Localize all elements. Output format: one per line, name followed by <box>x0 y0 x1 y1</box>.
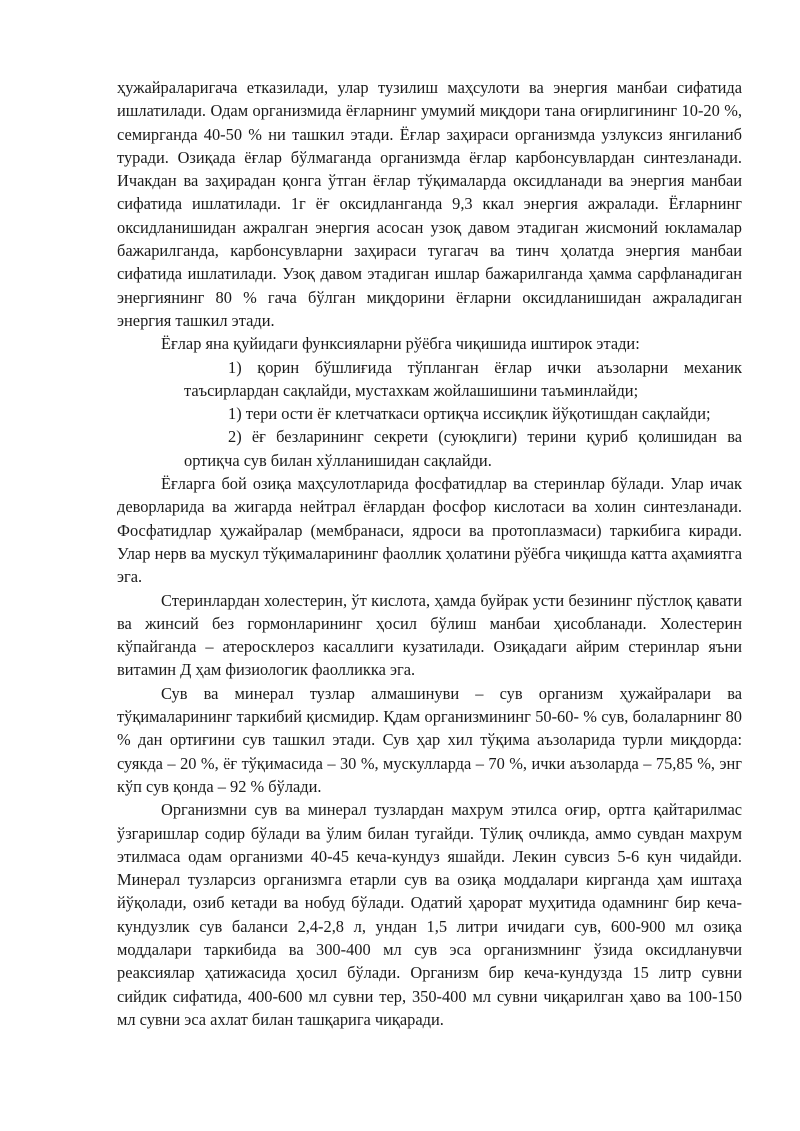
list-item-subcutaneous-fat: 1) тери ости ёғ клетчаткаси ортиқча иссиқлик йўқотишдан сақлайди; <box>228 404 711 424</box>
paragraph-fats-functions-intro: Ёғлар яна қуйидаги функсияларни рўёбга чиқишида иштирок этади: <box>161 334 640 354</box>
paragraph-phosphatides: Ёғларга бой озиқа маҳсулотларида фосфатидлар ва стеринлар бўлади. Улар ичак деворларида ва жигарда нейтрал ёғлардан фосфор кислотаси ва холин синтезланади. Фосфатидлар ҳужайралар (мембранаси, ядроси ва протоплазмаси) таркибига киради. Улар нерв ва мускул тўқималарининг фаоллик ҳолатини рўёбга чиқишда катта аҳамиятга эга. <box>117 474 742 587</box>
paragraph-water-minerals: Сув ва минерал тузлар алмашинуви – сув организм ҳужайралари ва тўқималарининг таркибий қисмидир. Қдам организмининг 50-60- % сув, болаларнинг 80 % дан ортиғини сув ташкил этади. Сув ҳар хил тўқима аъзоларида турли миқдорда: суякда – 20 %, ёғ тўқимасида – 30 %, мускулларда – 70 %, ички аъзоларда – 75,85 %, энг кўп сув қонда – 92 % бўлади. <box>117 683 742 796</box>
list-item-sebaceous-glands: 2) ёғ безларининг секрети (суюқлиги) терини қуриб қолишидан ва ортиқча сув билан хўлланишидан сақлайди. <box>184 427 742 470</box>
paragraph-water-balance: Организмни сув ва минерал тузлардан махрум этилса оғир, ортга қайтарилмас ўзгаришлар содир бўлади ва ўлим билан тугайди. Тўлиқ очликда, аммо сувдан махрум этилмаса одам организми 40-45 кеча-кундуз яшайди. Лекин сувсиз 5-6 кун чидайди. Минерал тузларсиз организмга етарли сув ва озиқа моддалари кирганда ҳам иштаҳа йўқолади, озиб кетади ва нобуд бўлади. Одатий ҳарорат муҳитида одамнинг бир кеча-кундузлик сув баланси 2,4-2,8 л, ундан 1,5 литри ичидаги сув, 600-900 мл озиқа моддалари таркибида ва 300-400 мл сув эса организмнинг ўзида оксидланувчи реаксиялар ҳатижасида ҳосил бўлади. Организм бир кеча-кундузда 15 литр сувни сийдик сифатида, 400-600 мл сувни тер, 350-400 мл сувни чиқарилган ҳаво ва 100-150 мл сувни эса ахлат билан ташқарига чиқаради. <box>117 800 742 1029</box>
paragraph-sterols: Стеринлардан холестерин, ўт кислота, ҳамда буйрак усти безининг пўстлоқ қавати ва жинсий без гормонларининг ҳосил бўлиш манбаи ҳисобланади. Холестерин кўпайганда – атеросклероз касаллиги кузатилади. Озиқадаги айрим стеринлар яъни витамин Д ҳам физиологик фаолликка эга. <box>117 590 742 680</box>
document-page <box>117 76 742 1031</box>
paragraph-fats-energy: ҳужайраларигача етказилади, улар тузилиш маҳсулоти ва энергия манбаи сифатида ишлатилади. Одам организмида ёғларнинг умумий миқдори тана оғирлигининг 10-20 %, семирганда 40-50 % ни ташкил этади. Ёғлар заҳираси организмда узлуксиз янгиланиб туради. Озиқада ёғлар бўлмаганда организмда ёғлар карбонсувлардан синтезланади. Ичакдан ва заҳирадан қонга ўтган ёғлар тўқималарда оксидланади ва энергия манбаи сифатида ишлатилади. 1г ёғ оксидланганда 9,3 ккал энергия ажралади. Ёғларнинг оксидланишидан ажралган энергия асосан узоқ давом этадиган жисмоний юкламалар бажарилганда, карбонсувларни заҳираси тугагач ва тинч ҳолатда энергия манбаи сифатида ишлатилади. Узоқ давом этадиган ишлар бажарилганда ҳамма сарфланадиган энергиянинг 80 % гача бўлган миқдорини ёғларни оксидланишидан ажраладиган энергия ташкил этади. <box>117 78 742 330</box>
list-item-abdominal-fat: 1) қорин бўшлиғида тўпланган ёғлар ички аъзоларни механик таъсирлардан сақлайди, мустахкам жойлашишини таъминлайди; <box>184 357 742 400</box>
